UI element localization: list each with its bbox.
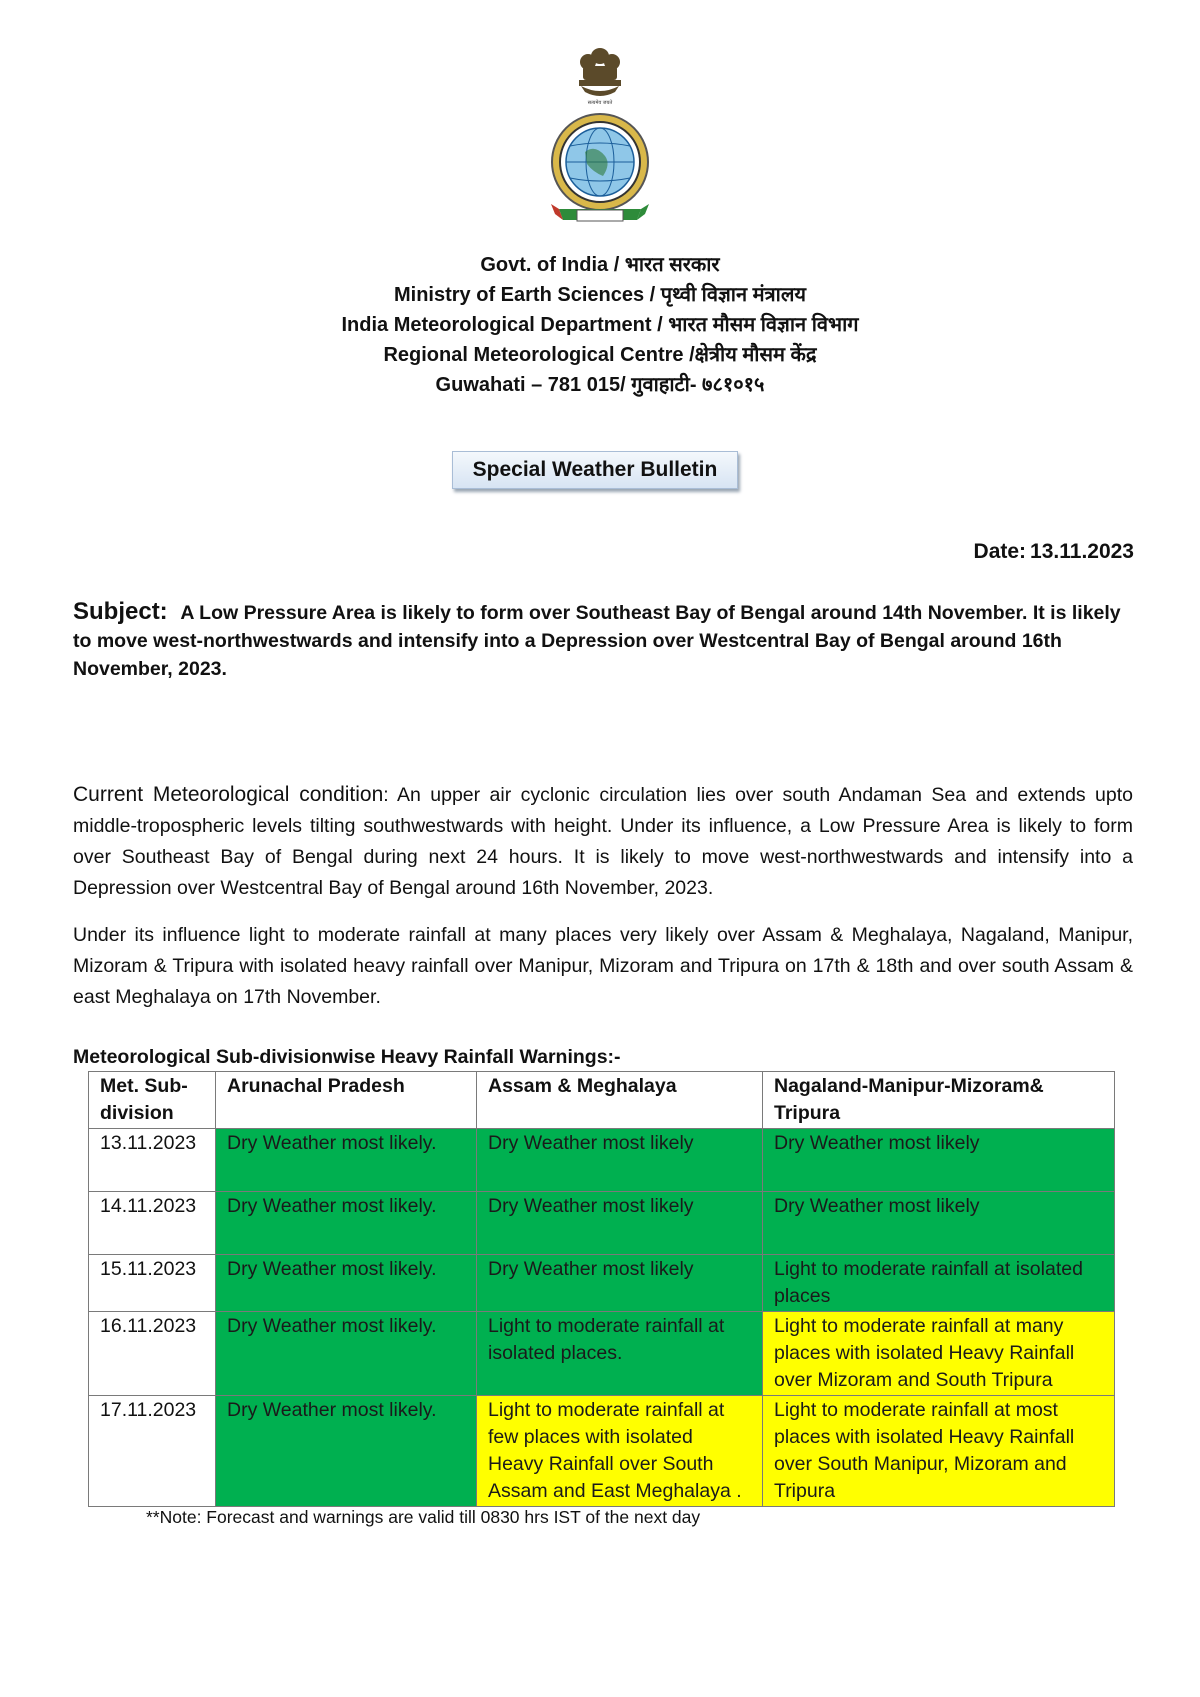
warning-cell: Dry Weather most likely. bbox=[216, 1312, 477, 1396]
bulletin-date bbox=[970, 540, 1134, 564]
svg-text:सत्यमेव जयते: सत्यमेव जयते bbox=[587, 100, 613, 106]
influence-paragraph: Under its influence light to moderate rainfall at many places very likely over Assam & Meghalaya, Nagaland, Manipur, Mizoram & Tripura with isolated heavy rainfall over Manipur, Mizoram and Tripura on 17th & 18th and over south Assam & east Meghalaya on 17th November. bbox=[73, 924, 1133, 1008]
warning-cell: Dry Weather most likely bbox=[763, 1192, 1115, 1255]
warning-cell: Light to moderate rainfall at many places with isolated Heavy Rainfall over Mizoram and South Tripura bbox=[763, 1312, 1115, 1396]
subject-text: A Low Pressure Area is likely to form over Southeast Bay of Bengal around 14th November. It is likely to move west-northwestwards and intensify into a Depression over Westcentral Bay of Bengal around 16th November, 2023. bbox=[73, 602, 1121, 680]
table-row bbox=[89, 1312, 1115, 1396]
subject-paragraph bbox=[73, 598, 1133, 683]
warnings-table-title: Meteorological Sub-divisionwise Heavy Rainfall Warnings:- bbox=[73, 1046, 621, 1068]
subject-label: Subject: bbox=[73, 598, 168, 625]
current-condition-text: : An upper air cyclonic circulation lies over south Andaman Sea and extends upto middle-tropospheric levels tilting southwestwards with height. Under its influence, a Low Pressure Area is likely to form over Southeast Bay of Bengal during next 24 hours. It is likely to move west-northwestwards and intensify into a Depression over Westcentral Bay of Bengal around 16th November, 2023. bbox=[73, 784, 1134, 899]
row-date: 17.11.2023 bbox=[89, 1396, 216, 1507]
warning-cell: Dry Weather most likely. bbox=[216, 1192, 477, 1255]
warning-cell: Dry Weather most likely bbox=[477, 1255, 763, 1312]
warning-cell: Light to moderate rainfall at isolated places. bbox=[477, 1312, 763, 1396]
header-line-rmc: Regional Meteorological Centre /क्षेत्रीय मौसम केंद्र bbox=[383, 344, 817, 366]
row-date: 14.11.2023 bbox=[89, 1192, 216, 1255]
header-arunachal-pradesh: Arunachal Pradesh bbox=[216, 1072, 477, 1129]
table-row bbox=[89, 1129, 1115, 1192]
warning-cell: Dry Weather most likely bbox=[477, 1192, 763, 1255]
header-line-govt: Govt. of India / भारत सरकार bbox=[480, 254, 720, 276]
current-condition-label: Current Meteorological condition bbox=[73, 783, 384, 806]
validity-note: **Note: Forecast and warnings are valid till 0830 hrs IST of the next day bbox=[146, 1507, 701, 1527]
header-assam-meghalaya: Assam & Meghalaya bbox=[477, 1072, 763, 1129]
warning-cell: Light to moderate rainfall at most places with isolated Heavy Rainfall over South Manipur, Mizoram and Tripura bbox=[763, 1396, 1115, 1507]
header-met-subdivision: Met. Sub-division bbox=[89, 1072, 216, 1129]
table-row bbox=[89, 1255, 1115, 1312]
warning-cell: Dry Weather most likely. bbox=[216, 1396, 477, 1507]
header-line-ministry: Ministry of Earth Sciences / पृथ्वी विज्ञान मंत्रालय bbox=[394, 284, 806, 306]
header-nmmt: Nagaland-Manipur-Mizoram& Tripura bbox=[763, 1072, 1115, 1129]
warning-cell: Dry Weather most likely. bbox=[216, 1255, 477, 1312]
table-header-row bbox=[89, 1072, 1115, 1129]
row-date: 13.11.2023 bbox=[89, 1129, 216, 1192]
date-value: 13.11.2023 bbox=[1030, 540, 1134, 563]
header-block bbox=[0, 250, 1200, 400]
header-line-imd: India Meteorological Department / भारत मौसम विज्ञान विभाग bbox=[341, 314, 859, 336]
warnings-table bbox=[88, 1071, 1115, 1507]
imd-emblem-icon bbox=[545, 44, 655, 240]
current-condition-paragraph bbox=[73, 779, 1133, 904]
warning-cell: Dry Weather most likely. bbox=[216, 1129, 477, 1192]
row-date: 15.11.2023 bbox=[89, 1255, 216, 1312]
warning-cell: Dry Weather most likely bbox=[477, 1129, 763, 1192]
warning-cell: Light to moderate rainfall at isolated places bbox=[763, 1255, 1115, 1312]
header-line-address: Guwahati – 781 015/ गुवाहाटी- ७८१०१५ bbox=[435, 374, 765, 396]
table-row bbox=[89, 1192, 1115, 1255]
row-date: 16.11.2023 bbox=[89, 1312, 216, 1396]
warning-cell: Light to moderate rainfall at few places with isolated Heavy Rainfall over South Assam and East Meghalaya . bbox=[477, 1396, 763, 1507]
date-label: Date: bbox=[973, 540, 1027, 563]
warning-cell: Dry Weather most likely bbox=[763, 1129, 1115, 1192]
table-row bbox=[89, 1396, 1115, 1507]
bulletin-title: Special Weather Bulletin bbox=[452, 451, 738, 489]
